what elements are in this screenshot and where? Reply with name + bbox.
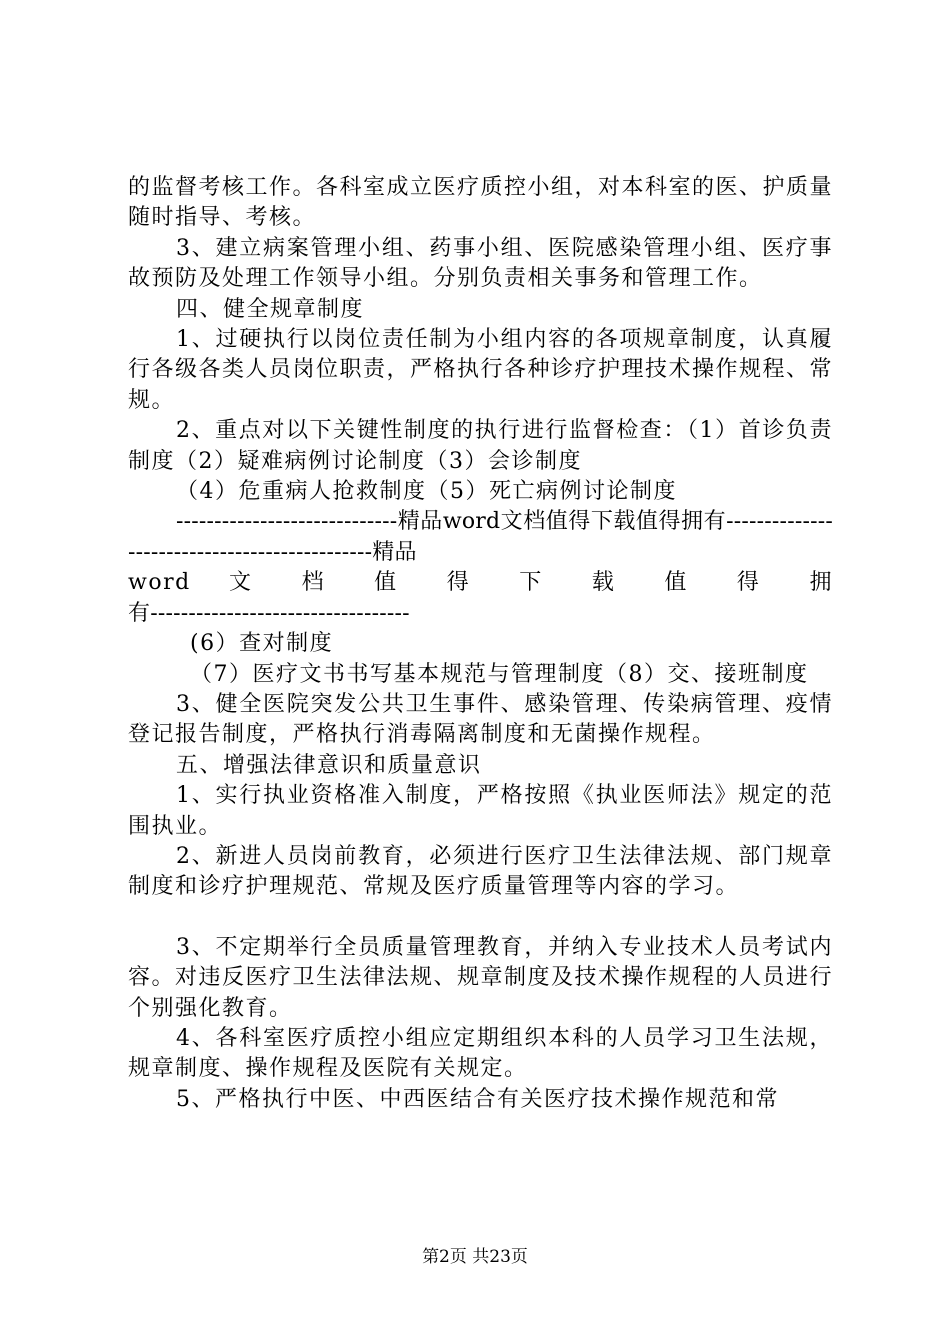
watermark-line: -----------------------------精品word文档值得下载值得拥有----------------------------------------------精品 — [128, 509, 833, 565]
paragraph: 3、建立病案管理小组、药事小组、医院感染管理小组、医疗事故预防及处理工作领导小组。分别负责相关事务和管理工作。 — [128, 235, 833, 292]
paragraph: 的监督考核工作。各科室成立医疗质控小组，对本科室的医、护质量随时指导、考核。 — [128, 175, 834, 231]
paragraph: 1、过硬执行以岗位责任制为小组内容的各项规章制度，认真履行各级各类人员岗位职责，严格执行各种诊疗护理技术操作规程、常规。 — [128, 327, 834, 413]
section-heading: 四、健全规章制度 — [176, 296, 365, 322]
paragraph: 3、不定期举行全员质量管理教育，并纳入专业技术人员考试内容。对违反医疗卫生法律法规、规章制度及技术操作规程的人员进行个别强化教育。 — [128, 934, 834, 1021]
paragraph: 2、新进人员岗前教育，必须进行医疗卫生法律法规、部门规章制度和诊疗护理规范、常规及医疗质量管理等内容的学习。 — [128, 843, 833, 900]
paragraph: (6）查对制度 — [190, 631, 334, 657]
page-number: 第2页 共23页 — [422, 1247, 528, 1267]
paragraph: 1、实行执业资格准入制度，严格按照《执业医师法》规定的范围执业。 — [128, 783, 833, 839]
paragraph: 4、各科室医疗质控小组应定期组织本科的人员学习卫生法规，规章制度、操作规程及医院有关规定。 — [128, 1025, 833, 1082]
section-heading: 五、增强法律意识和质量意识 — [176, 752, 482, 778]
paragraph: （7）医疗文书书写基本规范与管理制度（8）交、接班制度 — [190, 661, 809, 687]
watermark-line: 有---------------------------------- — [128, 600, 410, 626]
paragraph: 2、重点对以下关键性制度的执行进行监督检查：（1）首诊负责制度（2）疑难病例讨论制度（3）会诊制度 — [128, 418, 833, 474]
document-body — [128, 173, 833, 1115]
watermark-line: word 文 档 值 得 下 载 值 得 拥 — [128, 570, 833, 596]
blank-line — [128, 903, 833, 933]
paragraph: 5、严格执行中医、中西医结合有关医疗技术操作规范和常 — [176, 1086, 779, 1112]
paragraph: （4）危重病人抢救制度（5）死亡病例讨论制度 — [176, 479, 677, 505]
paragraph: 3、健全医院突发公共卫生事件、感染管理、传染病管理、疫情登记报告制度，严格执行消毒隔离制度和无菌操作规程。 — [128, 691, 833, 748]
